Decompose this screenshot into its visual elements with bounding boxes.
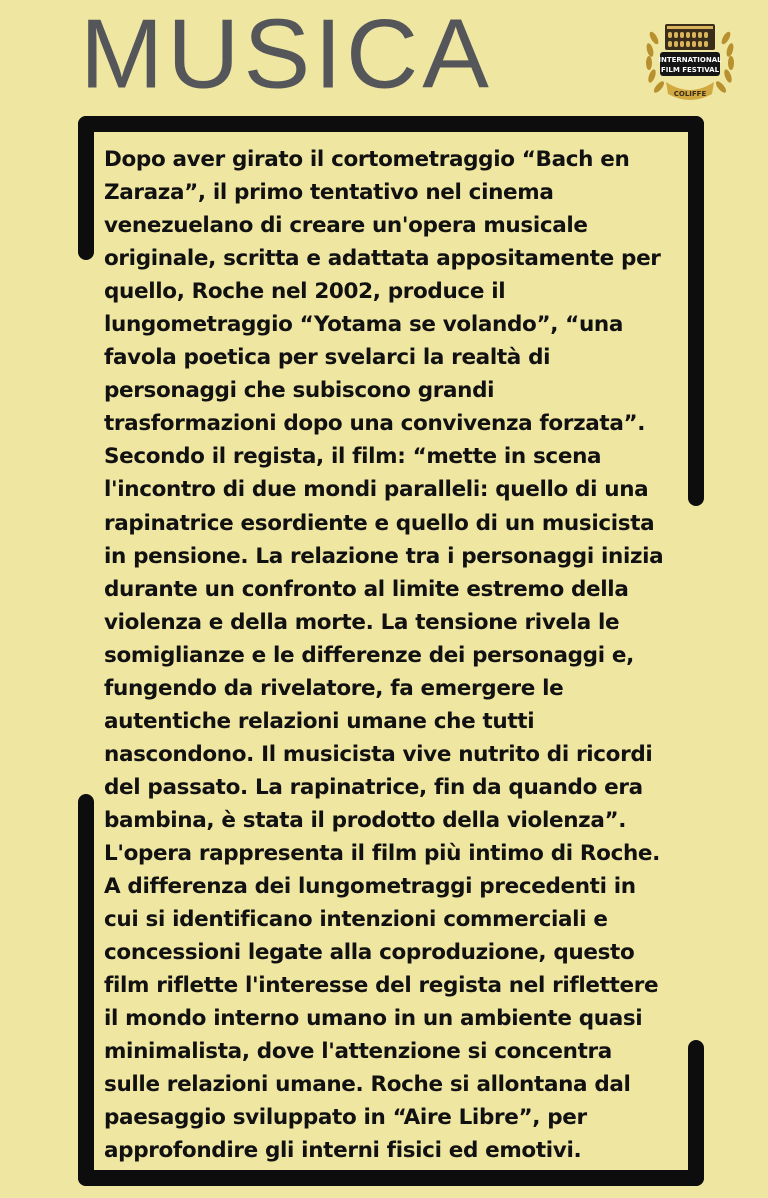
article-line: trasformazioni dopo una convivenza forzata”. [104, 411, 646, 437]
article-line: minimalista, dove l'attenzione si concentra [104, 1039, 612, 1065]
article-line: originale, scritta e adattata appositamente per [104, 246, 661, 272]
logo-ribbon: COLIFFE [673, 90, 707, 98]
article-line: approfondire gli interni fisici ed emotivi. [104, 1138, 582, 1164]
article-line: nascondono. Il musicista vive nutrito di ricordi [104, 741, 653, 767]
article-line: A differenza dei lungometraggi precedenti in [104, 874, 636, 900]
article-line: quello, Roche nel 2002, produce il [104, 279, 506, 305]
article-line: del passato. La rapinatrice, fin da quando era [104, 774, 643, 800]
article-line: concessioni legate alla coproduzione, questo [104, 940, 635, 966]
article-line: L'opera rappresenta il film più intimo di Roche. [104, 840, 660, 866]
article-line: somiglianze e le differenze dei personaggi e, [104, 642, 634, 668]
article-line: lungometraggio “Yotama se volando”, “una [104, 312, 624, 338]
article-line: cui si identificano intenzioni commerciali e [104, 907, 608, 933]
article-line: fungendo da rivelatore, fa emergere le [104, 675, 564, 701]
article-line: il mondo interno umano in un ambiente quasi [104, 1006, 643, 1032]
article-line: in pensione. La relazione tra i personaggi inizia [104, 543, 664, 569]
article-line: favola poetica per svelarci la realtà di [104, 345, 551, 371]
frame-bottom-bar [78, 1170, 704, 1186]
page-title: MUSICA [80, 0, 493, 109]
frame-top-right-bar [688, 116, 704, 506]
frame-bottom-left-bar [78, 794, 94, 1186]
article-line: durante un confronto al limite estremo della [104, 576, 629, 602]
article-line: Dopo aver girato il cortometraggio “Bach en [104, 147, 630, 172]
article-line: autentiche relazioni umane che tutti [104, 708, 535, 734]
article-line: film riflette l'interesse del regista nel riflettere [104, 973, 659, 999]
article-text [104, 143, 684, 1167]
article-line: l'incontro di due mondi paralleli: quello di una [104, 477, 649, 503]
frame-top-bar [78, 116, 704, 132]
frame-bottom-right-bar [688, 1040, 704, 1186]
article-line: sulle relazioni umane. Roche si allontana dal [104, 1072, 631, 1098]
film-festival-logo [640, 8, 740, 108]
logo-line1: INTERNATIONAL [658, 56, 722, 64]
article-line: Secondo il regista, il film: “mette in scena [104, 444, 602, 470]
article-line: paesaggio sviluppato in “Aire Libre”, per [104, 1105, 587, 1131]
article-line: venezuelano di creare un'opera musicale [104, 213, 588, 239]
article-line: personaggi che subiscono grandi [104, 378, 495, 404]
article-line: rapinatrice esordiente e quello di un musicista [104, 510, 655, 536]
logo-line2: FILM FESTIVAL [660, 66, 720, 74]
frame-top-left-bar [78, 116, 94, 260]
article-line: bambina, è stata il prodotto della violenza”. [104, 807, 627, 833]
article-line: violenza e della morte. La tensione rivela le [104, 609, 620, 635]
article-line: Zaraza”, il primo tentativo nel cinema [104, 180, 554, 206]
